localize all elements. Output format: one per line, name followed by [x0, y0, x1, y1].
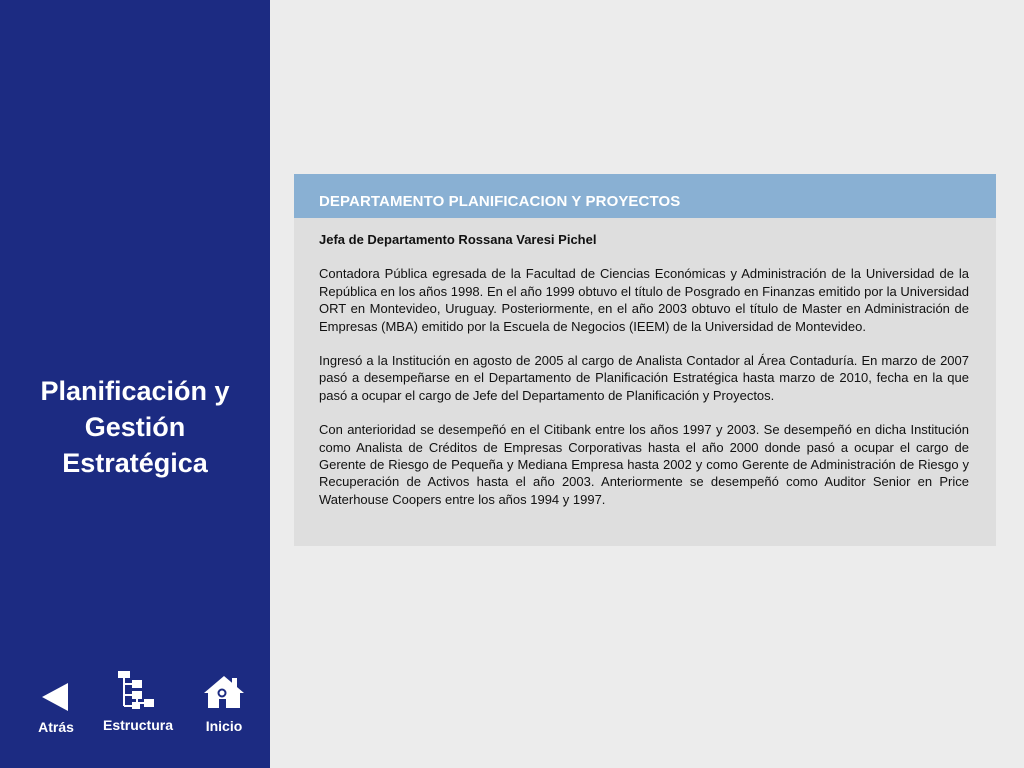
panel-body [319, 231, 969, 525]
panel-header [294, 174, 996, 218]
department-head-name: Jefa de Departamento Rossana Varesi Pichel [319, 232, 597, 247]
section-title-line-3: Estratégica [62, 448, 208, 478]
back-triangle-icon [26, 668, 86, 712]
bio-paragraph-previous: Con anterioridad se desempeñó en el Citibank entre los años 1997 y 2003. Se desempeñó en dicha Institución como Analista de Créditos de Empresas Corporativas hasta el año 2000 donde pasó a ocupar el cargo de Gerente de Riesgo de Pequeña y Mediana Empresa hasta 2002 y como Gerente de Administración de Riesgo y Recuperación de Activos hasta el año 2003. Anteriormente se desempeñó como Auditor Senior en Price Waterhouse Coopers entre los años 1994 y 1997. [319, 422, 969, 507]
home-icon [194, 668, 254, 712]
home-button[interactable] [194, 668, 254, 738]
home-button-label: Inicio [205, 718, 243, 734]
department-title: DEPARTAMENTO PLANIFICACION Y PROYECTOS [319, 193, 681, 210]
sidebar [0, 0, 270, 768]
section-title [0, 373, 270, 481]
back-button[interactable] [26, 668, 86, 738]
back-button-label: Atrás [38, 719, 74, 735]
content-panel [294, 174, 996, 546]
structure-button[interactable] [96, 668, 180, 738]
structure-button-label: Estructura [102, 717, 174, 733]
bio-paragraph-career: Ingresó a la Institución en agosto de 2005 al cargo de Analista Contador al Área Contaduría. En marzo de 2007 pasó a desempeñarse en el Departamento de Planificación Estratégica hasta marzo de 2010, fecha en la que pasó a ocupar el cargo de Jefe del Departamento de Planificación y Proyectos. [319, 353, 969, 403]
section-title-line-1: Planificación y [40, 376, 230, 406]
hierarchy-icon [96, 668, 180, 712]
section-title-line-2: Gestión [84, 412, 186, 442]
bio-paragraph-education: Contadora Pública egresada de la Facultad de Ciencias Económicas y Administración de la Universidad de la República en los años 1998. En el año 1999 obtuvo el título de Posgrado en Finanzas emitido por la Universidad ORT en Montevideo, Uruguay. Posteriormente, en el año 2003 obtuvo el título de Master en Administración de Empresas (MBA) emitido por la Escuela de Negocios (IEEM) de la Universidad de Montevideo. [319, 266, 969, 334]
